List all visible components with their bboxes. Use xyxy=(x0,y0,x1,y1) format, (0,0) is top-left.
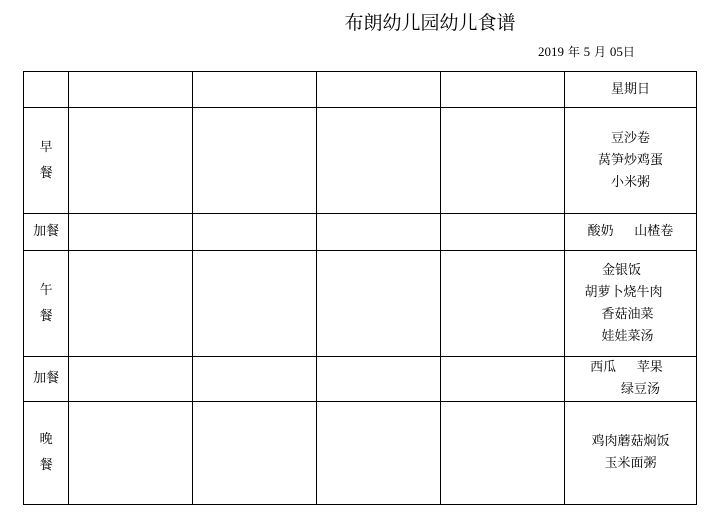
header-cell-empty xyxy=(193,72,317,108)
menu-cell-empty xyxy=(193,251,317,357)
menu-cell-empty xyxy=(69,357,193,402)
dish: 绿豆汤 xyxy=(620,382,660,397)
menu-table xyxy=(23,71,697,505)
meal-label-char: 早 xyxy=(39,139,53,155)
meal-label-snack-1: 加餐 xyxy=(24,214,69,251)
header-cell-empty xyxy=(441,72,565,108)
menu-cell-empty xyxy=(69,214,193,251)
dish: 鸡肉蘑菇焖饭 xyxy=(591,434,670,449)
dish: 豆沙卷 xyxy=(610,130,650,146)
sunday-lunch xyxy=(564,251,696,357)
dish: 莴笋炒鸡蛋 xyxy=(597,152,663,168)
meal-label-snack-2: 加餐 xyxy=(24,357,69,402)
dish: 西瓜 苹果 xyxy=(590,360,663,375)
meal-row-breakfast xyxy=(24,108,697,214)
dish: 小米粥 xyxy=(610,174,650,190)
menu-cell-empty xyxy=(193,357,317,402)
meal-row-lunch xyxy=(24,251,697,357)
menu-cell-empty xyxy=(317,214,441,251)
sunday-dinner xyxy=(564,402,696,505)
menu-cell-empty xyxy=(193,402,317,505)
corner-cell xyxy=(24,72,69,108)
meal-label-lunch xyxy=(24,251,69,357)
meal-label-char: 午 xyxy=(39,282,53,298)
header-cell-empty xyxy=(317,72,441,108)
meal-label-char: 餐 xyxy=(39,308,53,324)
menu-date xyxy=(538,43,635,61)
date-day: 05 xyxy=(609,44,623,59)
menu-cell-empty xyxy=(441,214,565,251)
sunday-snack-1 xyxy=(564,214,696,251)
menu-cell-empty xyxy=(69,108,193,214)
menu-cell-empty xyxy=(193,108,317,214)
date-month: 5 xyxy=(583,44,591,59)
date-year-unit: 年 xyxy=(567,45,580,59)
menu-cell-empty xyxy=(441,402,565,505)
menu-cell-empty xyxy=(317,251,441,357)
menu-cell-empty xyxy=(69,251,193,357)
meal-label-char: 晚 xyxy=(39,432,53,447)
menu-cell-empty xyxy=(441,108,565,214)
dish: 金银饭 xyxy=(601,262,641,278)
page-title: 布朗幼儿园幼儿食谱 xyxy=(344,12,516,34)
sunday-snack-2 xyxy=(564,357,696,402)
menu-cell-empty xyxy=(441,251,565,357)
menu-cell-empty xyxy=(317,108,441,214)
menu-cell-empty xyxy=(69,402,193,505)
menu-cell-empty xyxy=(317,402,441,505)
menu-cell-empty xyxy=(317,357,441,402)
meal-label-char: 餐 xyxy=(39,165,53,181)
meal-label-dinner xyxy=(24,402,69,505)
meal-row-dinner xyxy=(24,402,697,505)
dish: 酸奶 山楂卷 xyxy=(587,224,674,239)
meal-row-snack-1 xyxy=(24,214,697,251)
date-day-unit: 日 xyxy=(622,45,635,59)
meal-label-char: 餐 xyxy=(39,458,53,473)
header-cell-empty xyxy=(69,72,193,108)
dish: 玉米面粥 xyxy=(604,456,657,471)
date-year: 2019 xyxy=(538,44,564,59)
header-sunday: 星期日 xyxy=(564,72,696,108)
header-row xyxy=(24,72,697,108)
meal-row-snack-2 xyxy=(24,357,697,402)
date-month-unit: 月 xyxy=(594,45,607,59)
menu-cell-empty xyxy=(193,214,317,251)
dish: 娃娃菜汤 xyxy=(601,328,654,344)
dish: 香菇油菜 xyxy=(601,306,654,322)
meal-label-breakfast xyxy=(24,108,69,214)
dish: 胡萝卜烧牛肉 xyxy=(584,284,663,300)
menu-cell-empty xyxy=(441,357,565,402)
sunday-breakfast xyxy=(564,108,696,214)
